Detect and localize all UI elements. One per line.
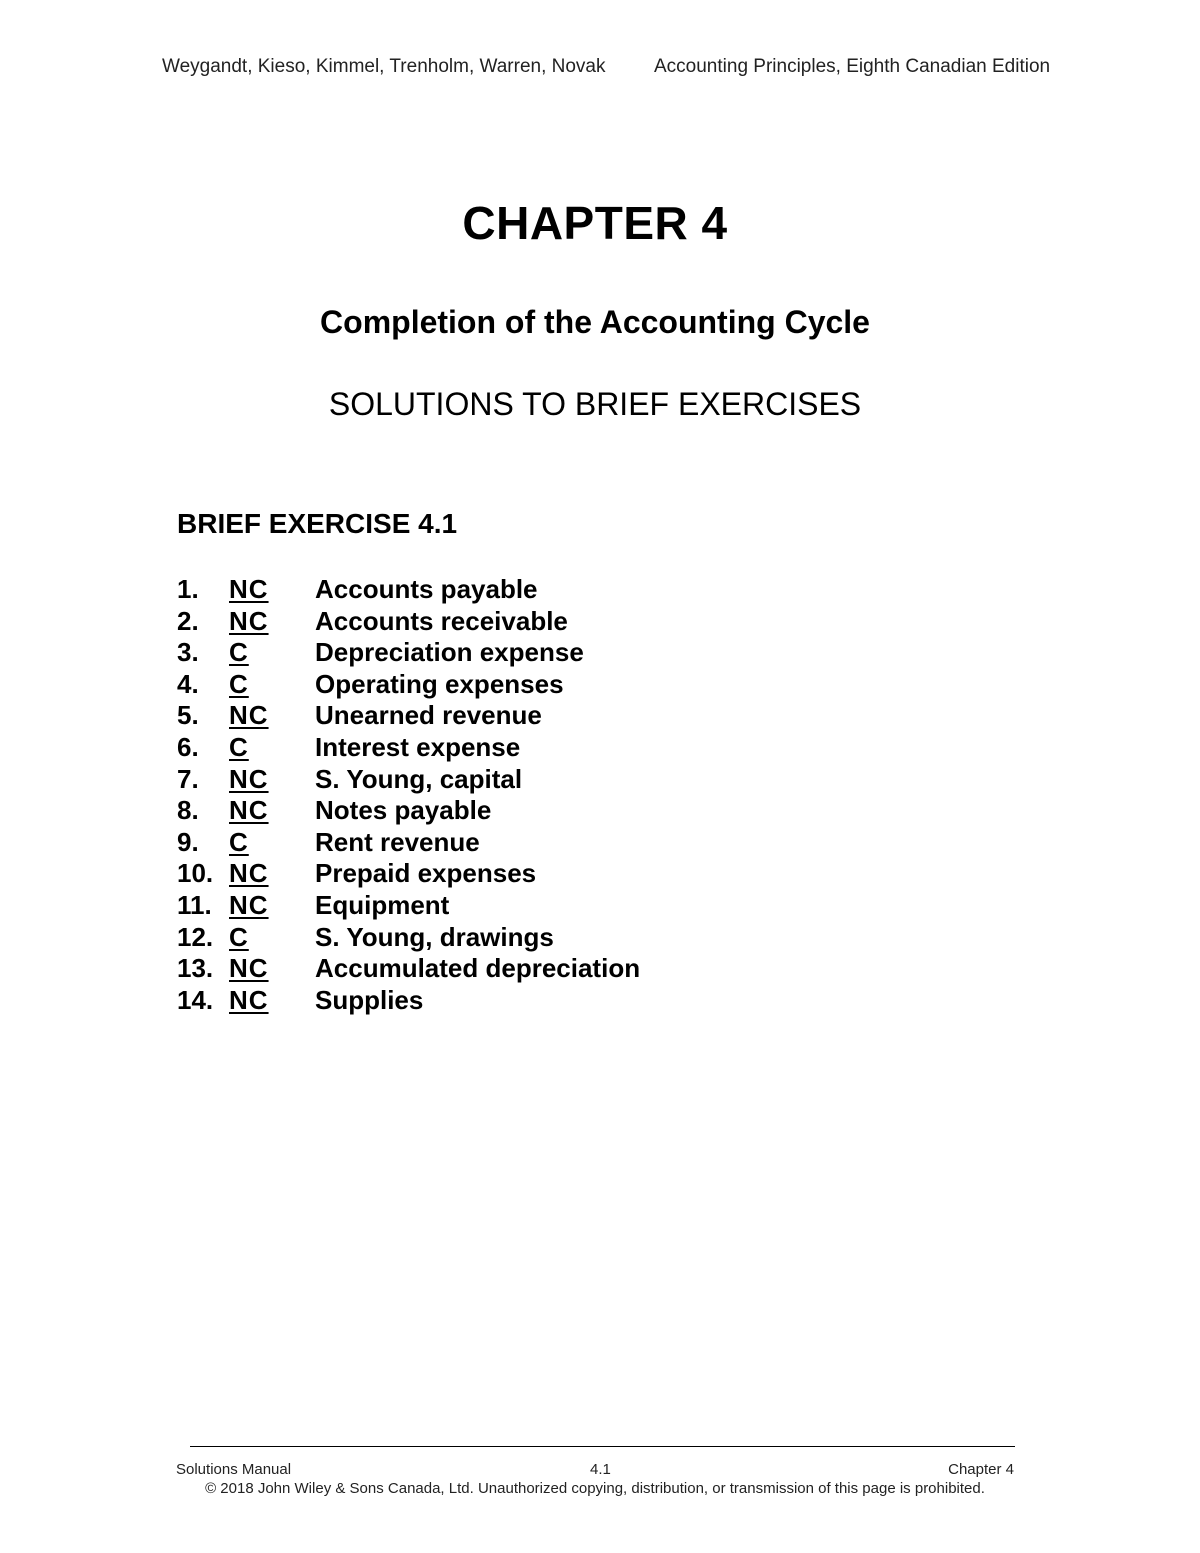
copyright-notice: © 2018 John Wiley & Sons Canada, Ltd. Unauthorized copying, distribution, or transmission of this page is prohibited. [205, 1480, 985, 1497]
answer-number: 3. [177, 637, 199, 668]
footer-chapter-label: Chapter 4 [948, 1461, 1014, 1478]
answer-number: 8. [177, 795, 199, 826]
answer-code: NC [229, 795, 269, 826]
footer-manual-label: Solutions Manual [176, 1461, 292, 1478]
account-name: S. Young, drawings [315, 921, 554, 952]
answer-number: 5. [177, 700, 199, 731]
answer-code: C [229, 826, 249, 857]
answer-number: 11. [177, 889, 212, 920]
answer-number: 4. [177, 668, 199, 699]
answer-code: NC [229, 574, 269, 604]
header-authors: Weygandt, Kieso, Kimmel, Trenholm, Warren, Novak [162, 56, 606, 77]
account-name: Interest expense [315, 731, 521, 762]
answer-number: 14. [177, 984, 214, 1015]
chapter-title: CHAPTER 4 [462, 197, 728, 249]
account-name: Unearned revenue [315, 700, 542, 731]
answer-code: NC [229, 953, 269, 984]
answer-code: NC [229, 763, 269, 794]
answer-code: NC [229, 858, 269, 889]
account-name: Prepaid expenses [315, 858, 537, 889]
answer-number: 12. [177, 921, 214, 952]
chapter-subtitle: Completion of the Accounting Cycle [320, 304, 870, 340]
answer-code: NC [229, 700, 269, 731]
answer-number: 1. [177, 574, 199, 604]
answer-code: NC [229, 605, 269, 636]
account-name: Rent revenue [315, 826, 480, 857]
answer-number: 10. [177, 858, 214, 889]
account-name: Operating expenses [315, 668, 564, 699]
account-name: Accounts payable [315, 574, 538, 604]
exercise-heading: BRIEF EXERCISE 4.1 [177, 508, 458, 539]
account-name: Notes payable [315, 795, 492, 826]
section-title: SOLUTIONS TO BRIEF EXERCISES [328, 386, 862, 422]
answer-code: NC [229, 889, 269, 920]
account-name: Supplies [315, 984, 424, 1015]
answer-number: 7. [177, 763, 199, 794]
account-name: Accounts receivable [315, 605, 568, 636]
account-name: S. Young, capital [315, 763, 523, 794]
footer-page-number: 4.1 [590, 1461, 611, 1478]
account-name: Accumulated depreciation [315, 953, 641, 984]
answer-code: C [229, 668, 249, 699]
answer-number: 13. [177, 953, 214, 984]
answer-number: 6. [177, 731, 199, 762]
account-name: Depreciation expense [315, 637, 584, 668]
footer-divider [190, 1446, 1015, 1447]
answer-code: C [229, 637, 249, 668]
answer-code: NC [229, 984, 269, 1015]
account-name: Equipment [315, 889, 450, 920]
answer-code: C [229, 731, 249, 762]
answer-number: 2. [177, 605, 199, 636]
answer-code: C [229, 921, 249, 952]
answer-number: 9. [177, 826, 199, 857]
header-book-title: Accounting Principles, Eighth Canadian Edition [654, 56, 1051, 77]
